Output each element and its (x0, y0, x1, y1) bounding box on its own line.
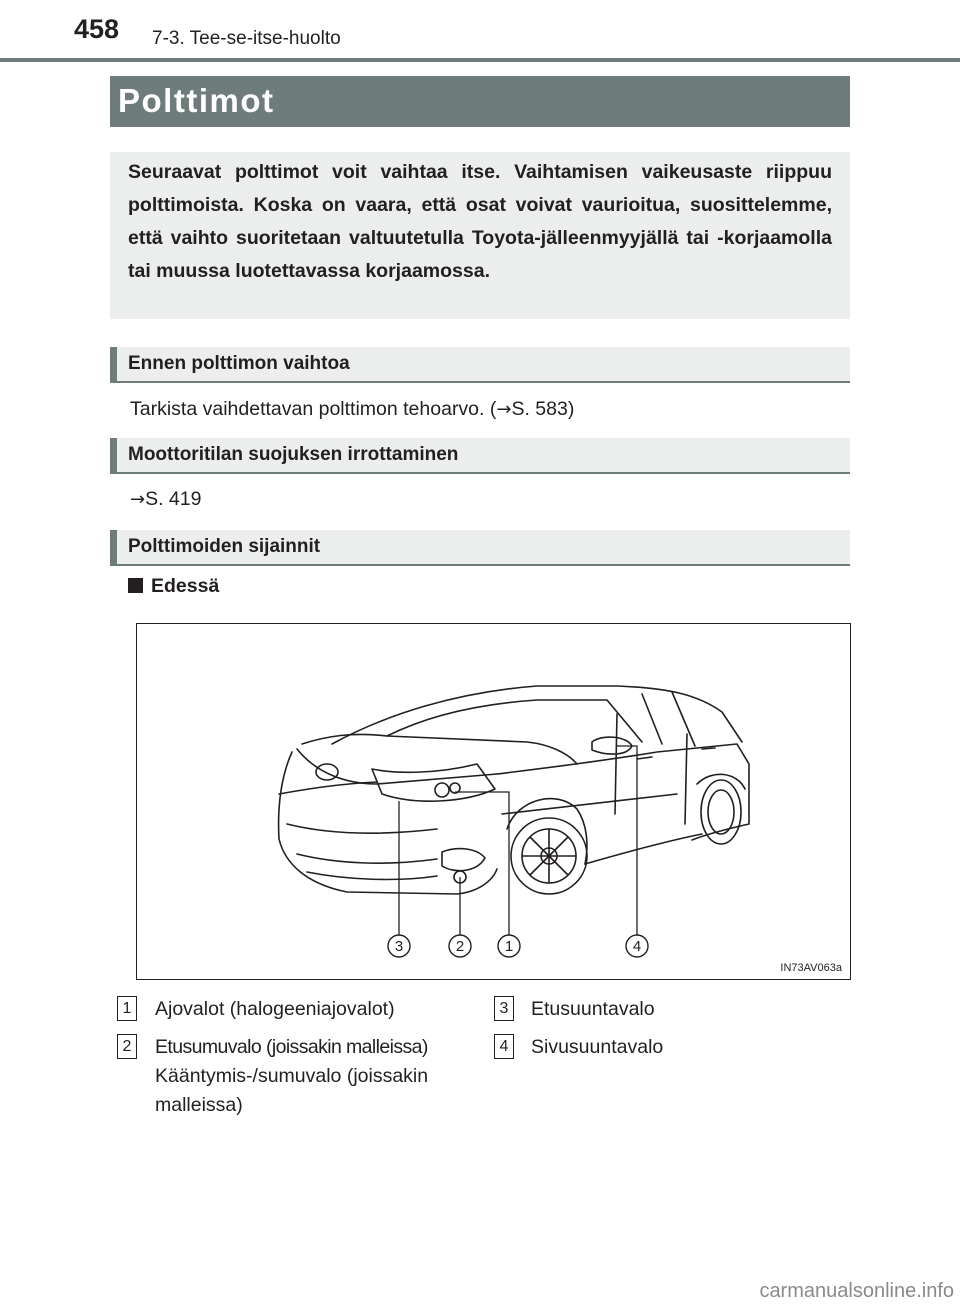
legend-badge-3: 3 (494, 996, 514, 1021)
callout-2: 2 (455, 938, 465, 955)
engine-cover-reference (130, 488, 201, 511)
wattage-check-text (130, 398, 574, 421)
legend-label-1: Ajovalot (halogeeniajovalot) (155, 998, 395, 1020)
car-illustration (137, 624, 849, 978)
callout-3: 3 (394, 938, 404, 955)
front-heading-label: Edessä (151, 575, 220, 597)
legend-label-2: Etusumuvalo (joissakin malleissa) (155, 1036, 428, 1058)
car-figure (136, 623, 851, 980)
legend-badge-2: 2 (117, 1034, 137, 1059)
intro-text: Seuraavat polttimot voit vaihtaa itse. Vaihtamisen vaikeusaste riippuu polttimoista. Koska on vaara, että osat voivat vaurioitua, suosittelemme, että vaihto suoritetaan valtuutetulla Toyota-jälleenmyyjällä tai -korjaamolla tai muussa luotettavassa korjaamossa. (128, 161, 832, 282)
header-rule (0, 58, 960, 62)
subheading-label: Ennen polttimon vaihtoa (128, 353, 350, 374)
page-reference-link[interactable]: S. 419 (145, 488, 202, 510)
figure-code: IN73AV063a (780, 962, 842, 974)
legend-label-4: Sivusuuntavalo (531, 1036, 664, 1058)
watermark-link[interactable]: carmanualsonline.info (759, 1280, 954, 1302)
arrow-right-icon: → (496, 399, 512, 420)
intro-box (110, 152, 850, 319)
page-reference-link[interactable]: S. 583) (511, 398, 575, 420)
page-title: Polttimot (118, 82, 275, 119)
square-bullet-icon (128, 578, 143, 593)
subheading-label: Polttimoiden sijainnit (128, 536, 321, 557)
front-heading (128, 575, 219, 598)
title-banner (110, 76, 850, 127)
legend-label-2-line3: malleissa) (155, 1094, 243, 1116)
wattage-text-start: Tarkista vaihdettavan polttimon tehoarvo. ( (130, 398, 497, 420)
arrow-right-icon: → (130, 489, 146, 510)
callout-4: 4 (632, 938, 642, 955)
legend-badge-4: 4 (494, 1034, 514, 1059)
subheading-before-replacing (110, 347, 850, 383)
legend-badge-1: 1 (117, 996, 137, 1021)
section-header: 7-3. Tee-se-itse-huolto (152, 28, 341, 49)
subheading-bulb-locations (110, 530, 850, 566)
subheading-engine-cover (110, 438, 850, 474)
callout-1: 1 (504, 938, 514, 955)
legend-label-3: Etusuuntavalo (531, 998, 655, 1020)
page-number: 458 (74, 14, 120, 44)
legend-label-2-line2: Kääntymis-/sumuvalo (joissakin (155, 1065, 429, 1087)
subheading-label: Moottoritilan suojuksen irrottaminen (128, 444, 459, 465)
